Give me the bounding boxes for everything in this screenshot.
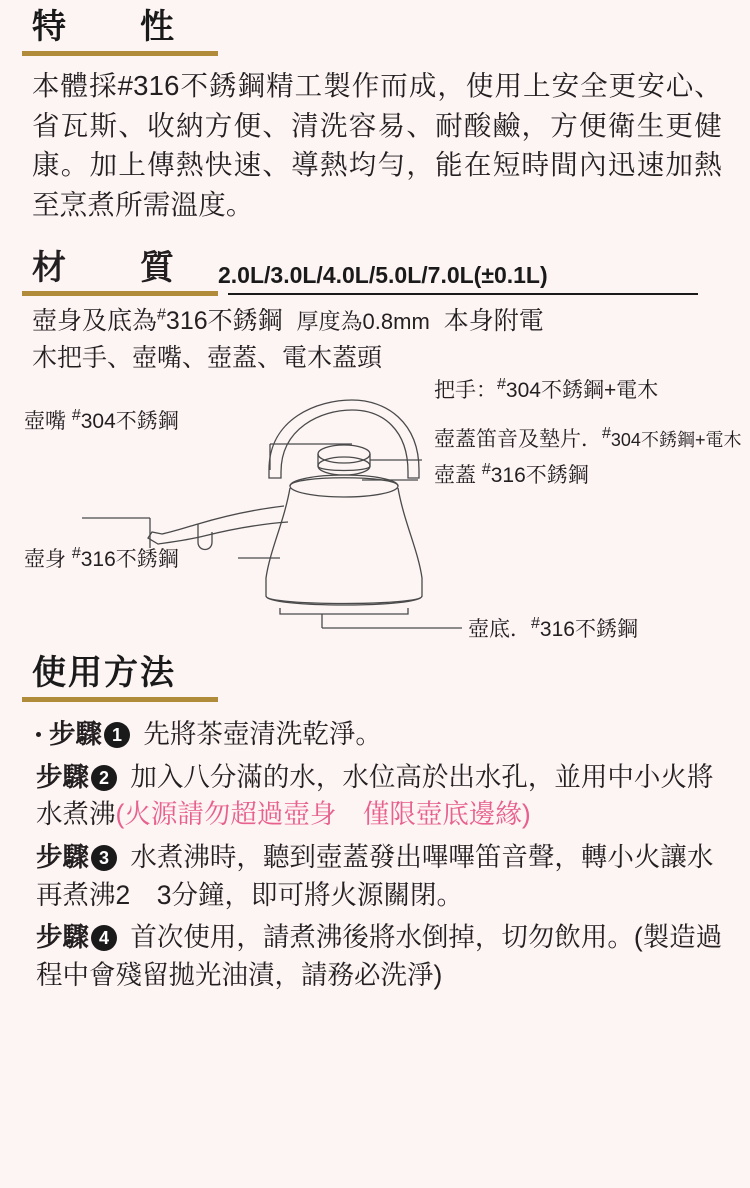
features-heading: 特 性 (32, 8, 176, 46)
usage-steps (22, 716, 728, 994)
material-line2: 木把手、壺嘴、壺蓋、電木蓋頭 (32, 343, 383, 372)
sup-hash-1: # (157, 307, 166, 325)
step-item: 步驟 3 水煮沸時，聽到壺蓋發出嗶嗶笛音聲，轉小火讓水再煮沸2 3分鐘，即可將火源關閉。 (36, 841, 714, 910)
step-number-badge: 1 (104, 722, 130, 748)
kettle-diagram (22, 375, 742, 644)
step-number-badge: 2 (91, 765, 117, 791)
usage-rule (22, 697, 218, 702)
features-heading-block (22, 0, 728, 56)
material-heading: 材 質 (32, 249, 176, 288)
features-rule (22, 51, 218, 56)
features-body: 本體採#316不銹鋼精工製作而成，使用上安全更安心、省瓦斯、收納方便、清洗容易、耐酸鹼，方便衛生更健康。加上傳熱快速、導熱均勻，能在短時間內迅速加熱至烹煮所需溫度。 (32, 70, 722, 220)
bullet-icon (36, 732, 41, 737)
usage-heading-block (22, 646, 728, 702)
capacity-label: 2.0L/3.0L/4.0L/5.0L/7.0L(±0.1L) (218, 262, 548, 289)
step-item: 步驟 4 首次使用，請煮沸後將水倒掉，切勿飲用。(製造過程中會殘留拋光油漬，請務必洗淨) (36, 922, 723, 990)
material-heading-block (22, 240, 728, 296)
material-body (22, 295, 728, 376)
step-item: 步驟 1 先將茶壺清洗乾淨。 (36, 716, 724, 754)
usage-heading: 使用方法 (32, 653, 176, 692)
label-spout: 壺嘴 #304不銹鋼 (24, 406, 179, 433)
step-number-badge: 4 (91, 925, 117, 951)
material-heading-wrap (22, 240, 218, 296)
step-item: 步驟 2 加入八分滿的水，水位高於出水孔，並用中小火將水煮沸(火源請勿超過壺身 僅限壺底邊緣) (36, 761, 714, 830)
step-highlight: (火源請勿超過壺身 僅限壺底邊緣) (115, 799, 531, 830)
label-whistle: 壺蓋笛音及墊片．#304不銹鋼+電木 (434, 424, 742, 451)
material-rule (22, 291, 218, 296)
label-body: 壺身 #316不銹鋼 (24, 544, 179, 571)
material-line1: 壺身及底為#316不銹鋼 厚度為0.8mm 本身附電 (32, 307, 544, 336)
label-bottom: 壺底．#316不銹鋼 (468, 614, 638, 641)
label-handle: 把手：#304不銹鋼+電木 (434, 375, 659, 402)
label-lid: 壺蓋 #316不銹鋼 (434, 460, 589, 487)
step-number-badge: 3 (91, 845, 117, 871)
